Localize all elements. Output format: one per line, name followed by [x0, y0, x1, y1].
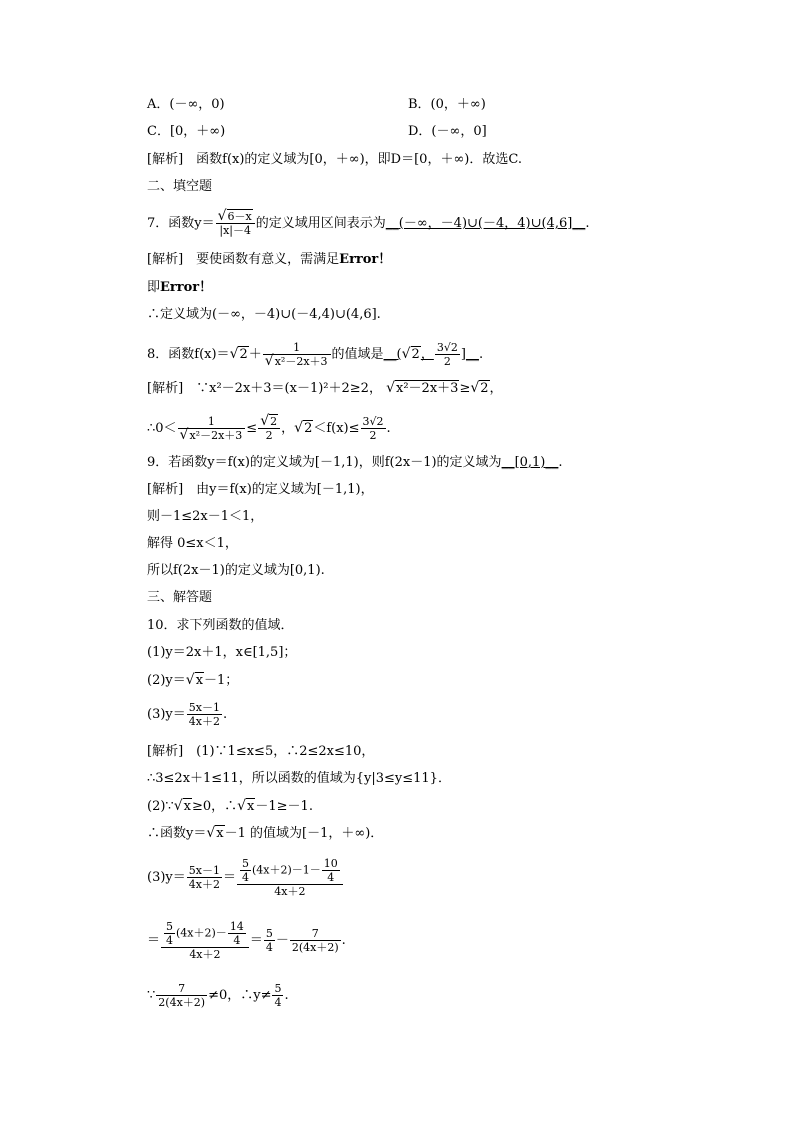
q10-solution-3b: ＝ $\frac{5}{4}$ (4x＋2)－ $\frac{14}{4}$ 4x＋2 ＝ $\frac{5}{4}$ － $\frac{7}{2(4x+2)}$ .	[147, 920, 346, 961]
q9-analysis-1: [解析] 由y＝f(x)的定义域为[－1,1)，	[147, 482, 374, 497]
q10-part-2: (2)y＝√x－1；	[147, 672, 239, 688]
q10-title: 10．求下列函数的值域．	[147, 618, 294, 633]
q10-part-3: (3)y＝ $\frac{5x-1}{4x+2}$ .	[147, 701, 228, 728]
q10-part-1: (1)y＝2x＋1，x∈[1,5]；	[147, 645, 297, 660]
q10-solution-1b: ∴3≤2x＋1≤11，所以函数的值域为{y|3≤y≤11}．	[147, 771, 451, 786]
q7-analysis-3: ∴定义域为(－∞，－4)∪(－4,4)∪(4,6].	[147, 307, 381, 322]
q7-answer: (－∞，－4)∪(－4，4)∪(4,6]	[398, 216, 573, 231]
q8-analysis-2: ∴0＜ $\frac{1}{\text{√x²－2x＋3}}$ ≤ $\frac{√2}{2}$ ，√2＜f(x)≤ $\frac{3√2}{2}$ .	[147, 413, 391, 443]
q7-analysis-2: 即Error！	[147, 280, 213, 295]
section-solutions: 三、解答题	[147, 590, 213, 605]
q9-analysis-4: 所以f(2x－1)的定义域为[0,1).	[147, 563, 325, 578]
option-b: B．(0，＋∞)	[408, 97, 486, 112]
option-c: C．[0，＋∞)	[147, 124, 226, 139]
q8-analysis-1: [解析] ∵x²－2x＋3＝(x－1)²＋2≥2， √x²－2x＋3≥√2，	[147, 380, 503, 396]
option-a: A．(－∞，0)	[147, 97, 225, 112]
section-fill-blank: 二、填空题	[147, 179, 213, 194]
q9-analysis-3: 解得 0≤x＜1，	[147, 536, 238, 551]
q8-question: 8．函数f(x)＝√2＋ $\frac{1}{\text{√x²－2x＋3}}$ 的值域是__(√2， $\frac{3√2}{2}$ ]__.	[147, 341, 484, 369]
q7-question: 7．函数y＝ $\frac{√6-x}{|x|-4}$ 的定义域用区间表示为__(－∞，－4)∪(－4，4)∪(4,6]__.	[147, 208, 590, 237]
q10-solution-1a: [解析] (1)∵1≤x≤5，∴2≤2x≤10，	[147, 744, 375, 759]
q10-solution-2b: ∴函数y＝√x－1 的值域为[－1，＋∞)．	[147, 825, 384, 841]
q10-solution-3a: (3)y＝ $\frac{5x-1}{4x+2}$ ＝ $\frac{5}{4}$ (4x＋2)－1－ $\frac{10}{4}$ 4x＋2	[147, 852, 344, 904]
q9-question: 9．若函数y＝f(x)的定义域为[－1,1)，则f(2x－1)的定义域为__[0,1)__.	[147, 455, 563, 470]
q6-analysis: [解析] 函数f(x)的定义域为[0，＋∞)，即D＝[0，＋∞)．故选C.	[147, 152, 522, 167]
q9-answer: [0,1)	[514, 455, 546, 470]
q9-analysis-2: 则－1≤2x－1＜1，	[147, 509, 264, 524]
q10-solution-2a: (2)∵√x≥0，∴√x－1≥－1.	[147, 798, 313, 814]
q10-solution-3c: ∵ $\frac{7}{2(4x+2)}$ ≠0，∴y≠ $\frac{5}{4}$ .	[147, 982, 289, 1009]
q7-analysis-1: [解析] 要使函数有意义，需满足Error！	[147, 252, 392, 267]
option-d: D．(－∞，0]	[408, 124, 487, 139]
